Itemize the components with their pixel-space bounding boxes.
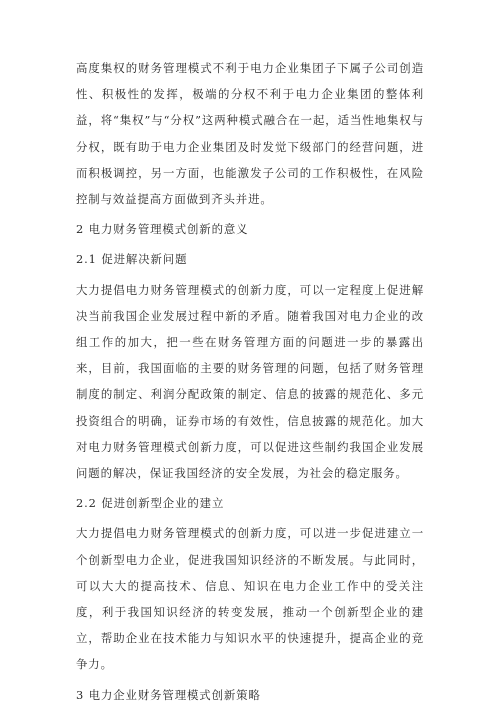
subsection-heading-2-1: 2.1 促进解决新问题 xyxy=(76,252,188,267)
paragraph-2-2: 大力提倡电力财务管理模式的创新力度，可以进一步促进建立一个创新型电力企业，促进我国知识经济的不断发展。与此同时，可以大大的提高技术、信息、知识在电力企业工作中的受关注度，利于我国知识经济的转变发展，推动一个创新型企业的建立，帮助企业在技术能力与知识水平的快速提升，提高企业的竞争力。 xyxy=(76,526,424,672)
section-heading-3: 3 电力企业财务管理模式创新策略 xyxy=(76,687,261,702)
paragraph-2-1: 大力提倡电力财务管理模式的创新力度，可以一定程度上促进解决当前我国企业发展过程中新的矛盾。随着我国对电力企业的改组工作的加大，把一些在财务管理方面的问题进一步的暴露出来，目前，我国面临的主要的财务管理的问题，包括了财务管理制度的制定、利润分配政策的制定、信息的披露的规范化、多元投资组合的明确，证券市场的有效性，信息披露的规范化。加大对电力财务管理模式创新力度，可以促进这些制约我国企业发展问题的解决，保证我国经济的安全发展，为社会的稳定服务。 xyxy=(76,282,424,481)
section-heading-2: 2 电力财务管理模式创新的意义 xyxy=(76,222,249,237)
subsection-heading-2-2: 2.2 促进创新型企业的建立 xyxy=(76,496,225,511)
paragraph-centralization: 高度集权的财务管理模式不利于电力企业集团子下属子公司创造性、积极性的发挥，极端的分权不利于电力企业集团的整体利益，将“集权”与“分权”这两种模式融合在一起，适当性地集权与分权，既有助于电力企业集团及时发觉下级部门的经营问题，进而积极调控，另一方面，也能激发子公司的工作积极性，在风险控制与效益提高方面做到齐头并进。 xyxy=(76,61,424,207)
